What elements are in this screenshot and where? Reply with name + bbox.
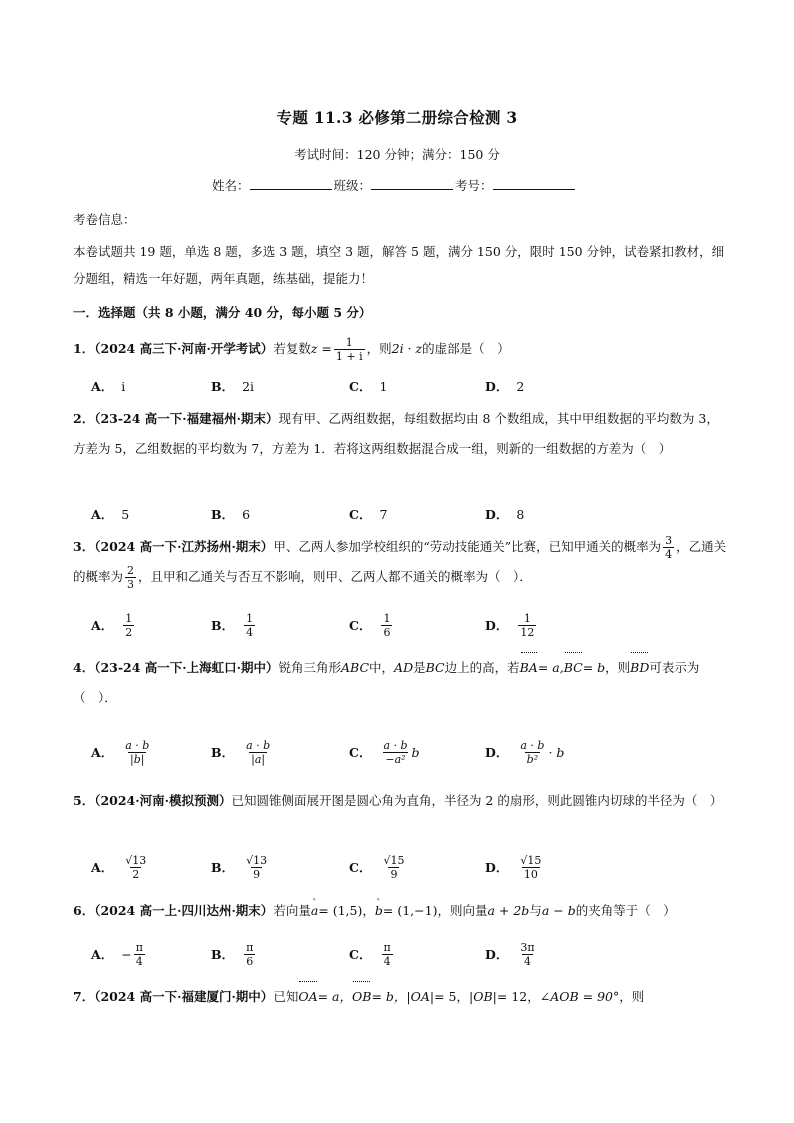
math-expr: BC [425,660,445,675]
fraction [381,854,406,881]
frac-num: 3π [520,940,535,954]
question-2 [73,404,728,464]
frac-num: 3 [665,534,673,547]
math-expr: a + 2b [487,903,530,918]
fraction [244,739,272,766]
question-source: （23-24 高一下·福建福州·期末） [94,411,279,426]
option-text: 2i [242,378,255,394]
frac-den: 6 [246,954,254,968]
math-expr: ∠AOB = 90° [539,989,620,1004]
frac-num: 2 [127,564,135,577]
frac-num: √15 [383,853,405,867]
option-d[interactable] [485,852,545,882]
info-text: 本卷试题共 19 题，单选 8 题，多选 3 题，填空 3 题，解答 5 题，满分 150 分，限时 150 分钟，试卷紧扣教材，细分题组，精选一年好题，两年真题，练基础，提能力！ [73,244,725,286]
question-number: 1． [73,341,95,356]
math-expr: = (1,5) [318,903,363,918]
question-4 [73,653,728,713]
options-q1 [91,371,711,401]
fraction [381,612,392,639]
options-q6 [91,939,711,969]
question-3 [73,532,728,592]
student-fields [212,176,577,194]
option-letter: C． [349,379,372,394]
option-text: 6 [242,506,251,522]
question-number: 7． [73,989,95,1004]
option-c[interactable] [349,499,387,529]
option-c[interactable] [349,371,387,401]
option-d[interactable] [485,371,524,401]
fraction [123,739,151,766]
frac-num: 1 [246,611,254,625]
stem-text: ，则向量 [437,903,488,918]
option-b[interactable] [211,499,250,529]
math-expr: = 5， [434,989,470,1004]
class-blank [371,177,453,190]
frac-num: √15 [520,853,542,867]
question-number: 2． [73,411,95,426]
question-source: （2024 高一上·四川达州·期末） [94,903,274,918]
frac-num: a · b [125,738,150,752]
question-7 [73,982,728,1012]
frac-den: 2 [132,867,140,881]
option-letter: D． [485,379,509,394]
option-c[interactable] [349,610,394,640]
option-letter: D． [485,507,509,522]
math-expr: = b [582,660,606,675]
math-expr: b [411,744,420,760]
vector-ob: OB [352,982,371,1012]
vector-bc: BC [564,653,583,683]
option-text: 8 [516,506,525,522]
frac-num: a · b [383,738,408,752]
frac-num: 1 [125,611,133,625]
question-source: （2024 高三下·河南·开学考试） [94,341,274,356]
fraction [134,941,145,968]
exam-time-score: 考试时间：120 分钟；满分：150 分 [294,147,500,162]
frac-den: |a| [251,752,266,766]
math-expr: = a, [537,660,564,675]
stem-text: ，则 [366,341,392,356]
stem-text: ，且甲和乙通关与否互不影响，则甲、乙两人都不通关的概率为（ ）． [138,569,532,584]
frac-den: 4 [135,954,143,968]
option-letter: C． [349,507,372,522]
stem-text: 中， [369,660,395,675]
option-c[interactable] [349,737,420,767]
option-text: 5 [121,506,130,522]
option-text: 7 [379,506,388,522]
option-b[interactable] [211,737,274,767]
math-expr: = (1,−1) [382,903,438,918]
option-text: 2 [516,378,525,394]
frac-den: 9 [253,867,261,881]
option-letter: C． [349,860,372,875]
option-a[interactable] [91,737,153,767]
option-letter: C． [349,947,372,962]
stem-text: 锐角三角形 [278,660,342,675]
frac-num: a · b [246,738,271,752]
frac-num: π [383,940,391,954]
vector-a: ' a [311,896,318,926]
math-expr: z = [310,341,332,356]
option-letter: B． [211,507,235,522]
option-letter: C． [349,618,372,633]
stem-text: ，乙通关的概率为 [73,539,727,584]
option-d[interactable] [485,737,564,767]
stem-text: 可表示为（ ）． [73,660,700,705]
stem-text: 已知圆锥侧面展开图是圆心角为直角，半径为 2 的扇形，则此圆锥内切球的半径为（ ） [231,793,723,808]
fraction [334,336,365,363]
fraction [381,941,392,968]
math-expr: = 12， [496,989,540,1004]
frac-den: 4 [665,548,673,561]
fraction [125,564,136,591]
stem-text: 边上的高，若 [444,660,520,675]
options-q4 [91,737,711,767]
option-d[interactable] [485,939,539,969]
frac-den: 3 [127,578,135,591]
vector-bd: BD [630,653,649,683]
fraction [244,612,255,639]
options-q3 [91,610,711,640]
question-number: 6． [73,903,95,918]
option-letter: A． [91,618,114,633]
info-label: 考卷信息： [73,212,136,227]
vector-ba: BA [520,653,538,683]
stem-text: ，则 [605,660,631,675]
option-text: 1 [379,378,388,394]
name-blank [250,177,332,190]
fraction [244,854,269,881]
option-letter: A． [91,507,114,522]
stem-text: 已知 [273,989,299,1004]
stem-text: 现有甲、乙两组数据，每组数据均由 8 个数组成，其中甲组数据的平均数为 3，方差为 5，乙组数据的平均数为 7，方差为 1．若将这两组数据混合成一组，则新的一组数据的方差为（ ） [73,411,719,456]
option-b[interactable] [211,371,254,401]
option-d[interactable] [485,610,538,640]
option-b[interactable] [211,610,257,640]
fraction [244,941,255,968]
question-6 [73,896,728,926]
frac-num: 1 [523,611,531,625]
option-d[interactable] [485,499,524,529]
frac-den: 10 [523,867,538,881]
math-expr: |OB| [469,989,497,1004]
frac-den: 4 [383,954,391,968]
sign: − [121,946,132,962]
frac-num: π [246,940,254,954]
math-expr: AD [394,660,414,675]
frac-den: 6 [383,625,391,639]
frac-num: √13 [246,853,268,867]
question-source: （23-24 高一下·上海虹口·期中） [94,660,279,675]
option-letter: D． [485,618,509,633]
option-letter: B． [211,618,235,633]
page-title: 专题 11.3 必修第二册综合检测 3 [276,108,518,127]
frac-den: b² [526,752,539,766]
frac-num: √13 [125,853,147,867]
vector-b: ' b [375,896,383,926]
option-a[interactable] [91,610,136,640]
question-1 [73,334,728,364]
stem-text: 与 [529,903,542,918]
section-heading: 一．选择题（共 8 小题，满分 40 分，每小题 5 分） [73,305,372,320]
stem-text: 是 [413,660,426,675]
option-a[interactable] [91,371,125,401]
question-number: 4． [73,660,95,675]
id-blank [493,177,575,190]
option-b[interactable] [211,852,271,882]
math-expr: = a， [317,989,353,1004]
frac-den: 2 [125,625,133,639]
frac-den: 4 [246,625,254,639]
math-expr: a − b [541,903,576,918]
option-letter: A． [91,745,114,760]
stem-text: 甲、乙两人参加学校组织的“劳动技能通关”比赛，已知甲通关的概率为 [273,539,662,554]
fraction [518,739,546,766]
frac-den: 9 [390,867,398,881]
option-b[interactable] [211,939,257,969]
question-source: （2024·河南·模拟预测） [94,793,232,808]
question-source: （2024 高一下·福建厦门·期中） [94,989,274,1004]
stem-text: ， [362,903,375,918]
option-letter: D． [485,745,509,760]
frac-den: |b| [130,752,145,766]
stem-text: ，则 [619,989,645,1004]
option-letter: B． [211,947,235,962]
option-letter: B． [211,379,235,394]
fraction [123,612,134,639]
option-letter: D． [485,947,509,962]
options-q5 [91,852,711,882]
option-c[interactable] [349,939,395,969]
vector-oa: OA [298,982,317,1012]
option-letter: A． [91,947,114,962]
math-expr: = b， [371,989,407,1004]
name-label: 姓名： [212,178,250,193]
frac-den: 12 [520,625,535,639]
frac-num: 1 [345,336,353,349]
option-letter: D． [485,860,509,875]
fraction [518,612,536,639]
option-a[interactable] [91,939,147,969]
stem-text: 若向量 [273,903,311,918]
option-a[interactable] [91,852,150,882]
option-letter: A． [91,379,114,394]
options-q2 [91,499,711,529]
math-expr: · b [548,744,565,760]
fraction [123,854,148,881]
option-a[interactable] [91,499,129,529]
option-letter: B． [211,745,235,760]
math-expr: ABC [341,660,370,675]
fraction [518,941,536,968]
stem-text: 若复数 [273,341,311,356]
option-letter: B． [211,860,235,875]
frac-num: a · b [520,738,545,752]
question-number: 5． [73,793,95,808]
question-source: （2024 高一下·江苏扬州·期末） [94,539,274,554]
option-letter: C． [349,745,372,760]
fraction [518,854,543,881]
stem-text: 的夹角等于（ ） [575,903,676,918]
math-expr: |OA| [406,989,435,1004]
option-c[interactable] [349,852,408,882]
option-text: i [121,378,126,394]
frac-den: −a² [385,752,406,766]
question-5 [73,786,728,816]
math-expr: 2i · z [391,341,423,356]
frac-den: 4 [523,954,531,968]
fraction [381,739,409,766]
stem-text: 的虚部是（ ） [422,341,510,356]
frac-den: 1 + i [335,350,363,363]
frac-num: 1 [383,611,391,625]
fraction [663,534,674,561]
class-label: 班级： [333,178,372,193]
id-label: 考号： [455,178,493,193]
option-letter: A． [91,860,114,875]
question-number: 3． [73,539,95,554]
frac-num: π [135,940,143,954]
